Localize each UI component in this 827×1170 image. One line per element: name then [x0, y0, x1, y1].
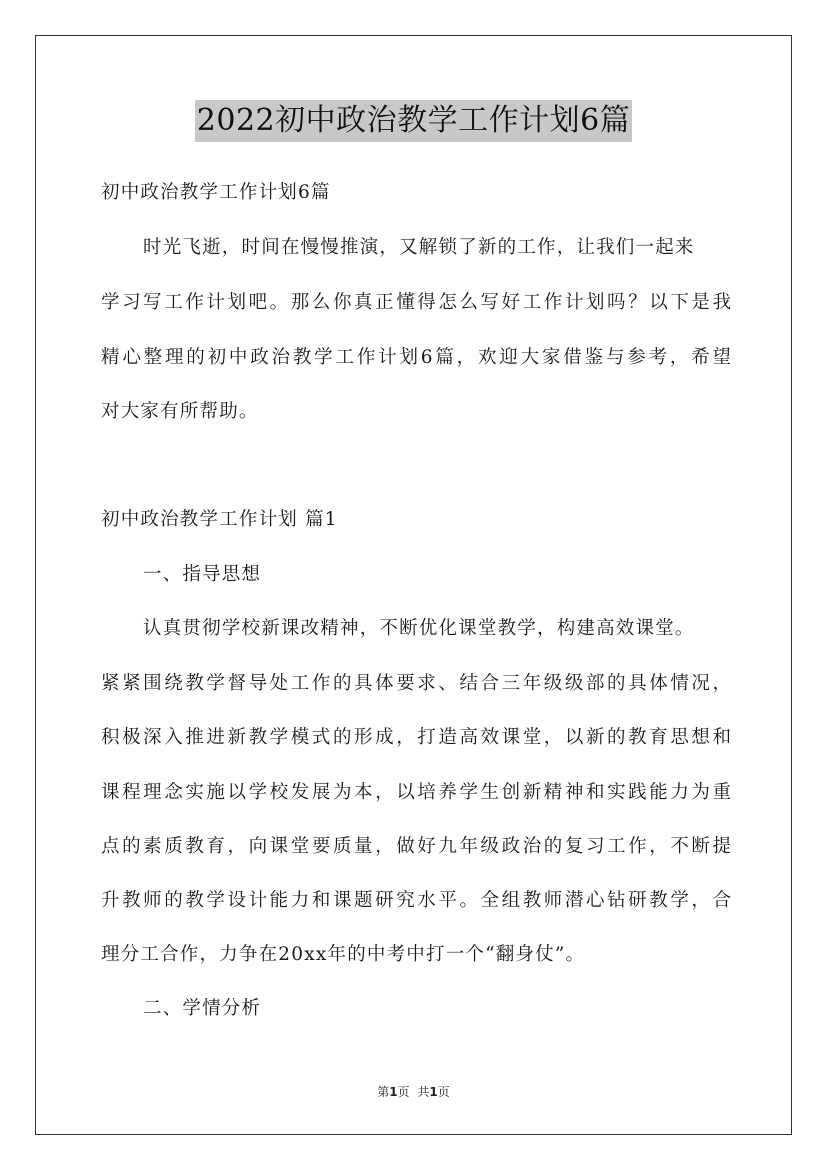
- total-pages: 1: [429, 1085, 438, 1099]
- intro-line: 对大家有所帮助。: [101, 401, 259, 422]
- title-container: [0, 100, 827, 142]
- section-title: 初中政治教学工作计划 篇1: [101, 509, 338, 530]
- body-line: 课程理念实施以学校发展为本，以培养学生创新精神和实践能力为重: [101, 782, 731, 803]
- document-title: 2022初中政治教学工作计划6篇: [195, 100, 632, 142]
- intro-line: 时光飞逝，时间在慢慢推演，又解锁了新的工作，让我们一起来: [143, 237, 695, 258]
- intro-line: 学习写工作计划吧。那么你真正懂得怎么写好工作计划吗？以下是我: [101, 292, 731, 313]
- page-suffix: 页: [397, 1085, 410, 1099]
- body-line: 升教师的教学设计能力和课题研究水平。全组教师潜心钻研教学，合: [101, 890, 731, 911]
- body-line: 积极深入推进新教学模式的形成，打造高效课堂，以新的教育思想和: [101, 727, 731, 748]
- page-footer: [0, 1084, 827, 1100]
- body-line: 点的素质教育，向课堂要质量，做好九年级政治的复习工作，不断提: [101, 836, 731, 857]
- page-number: 1: [389, 1085, 398, 1099]
- page-prefix: 第: [377, 1085, 390, 1099]
- body-line: 理分工合作，力争在20xx年的中考中打一个“翻身仗”。: [101, 944, 586, 965]
- heading-guiding-thought: 一、指导思想: [143, 564, 262, 585]
- body-line: 认真贯彻学校新课改精神，不断优化课堂教学，构建高效课堂。: [143, 618, 695, 639]
- document-subtitle: 初中政治教学工作计划6篇: [101, 182, 331, 203]
- total-prefix: 共: [417, 1085, 430, 1099]
- body-line: 紧紧围绕教学督导处工作的具体要求、结合三年级级部的具体情况，: [101, 673, 731, 694]
- heading-student-analysis: 二、学情分析: [143, 998, 262, 1019]
- intro-line: 精心整理的初中政治教学工作计划6篇，欢迎大家借鉴与参考，希望: [101, 347, 731, 368]
- total-suffix: 页: [437, 1085, 450, 1099]
